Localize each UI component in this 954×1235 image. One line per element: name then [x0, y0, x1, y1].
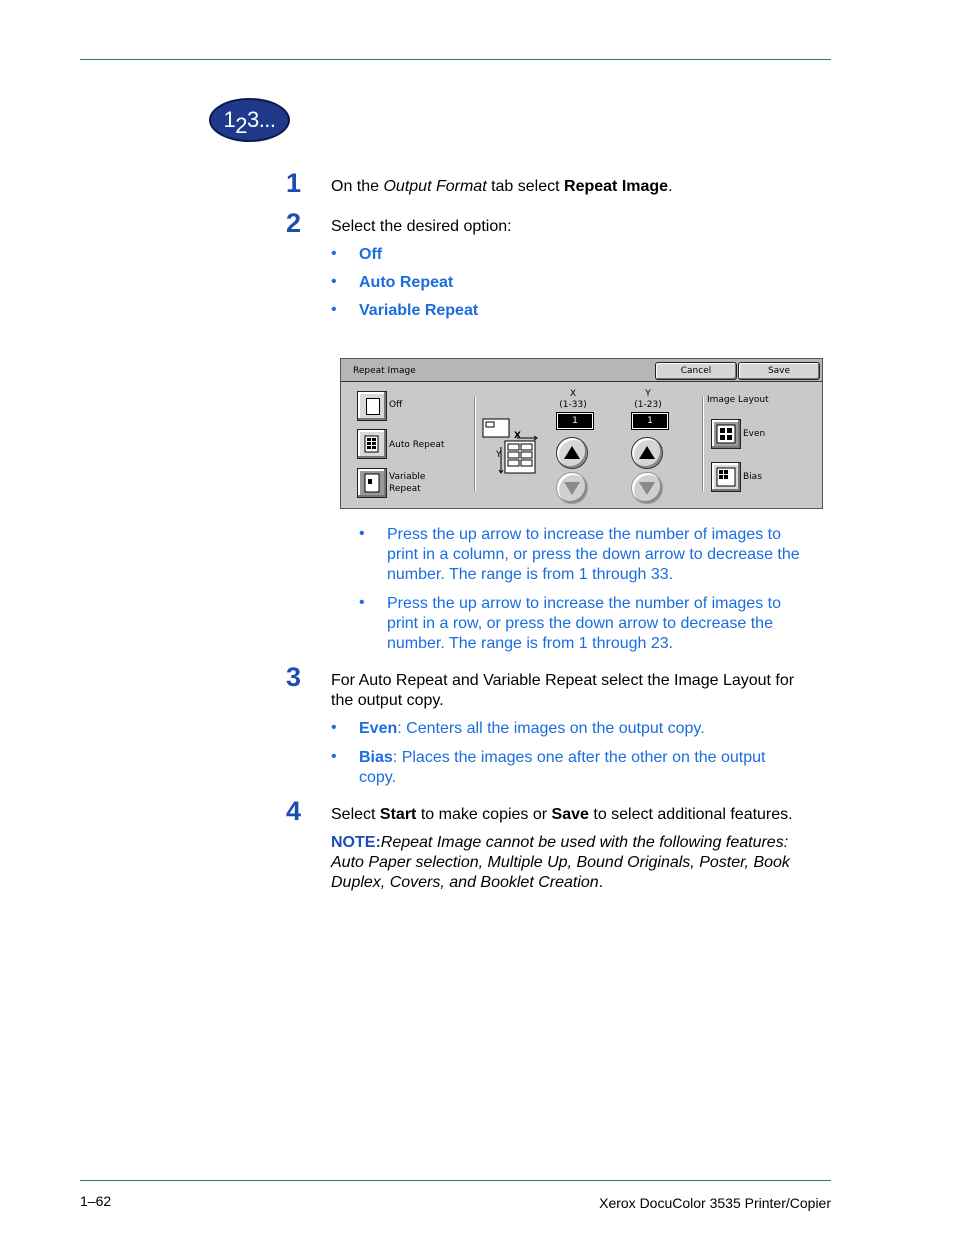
- x-up-arrow-button[interactable]: [556, 437, 588, 469]
- y-arrow-instruction: Press the up arrow to increase the number of images to print in a row, or press the down arrow to decrease the number. The range is from 1 through 23.: [387, 595, 781, 652]
- even-layout-button[interactable]: [711, 419, 741, 449]
- bullet-icon: •: [331, 301, 337, 318]
- bullet-icon: •: [359, 525, 365, 542]
- down-triangle-icon: [638, 479, 656, 497]
- save-button[interactable]: Save: [738, 362, 820, 380]
- bullet-icon: •: [359, 594, 365, 611]
- x-axis-label: X (1-33): [559, 389, 587, 410]
- bias-description: Bias: Places the images one after the other on the output copy.: [359, 749, 766, 786]
- auto-repeat-option-button[interactable]: [357, 429, 387, 459]
- bullet-icon: •: [331, 719, 337, 736]
- diagram-y-label: Y: [496, 450, 502, 460]
- even-grid-icon: [712, 420, 740, 448]
- off-option-button[interactable]: [357, 391, 387, 421]
- bullet-icon: •: [331, 273, 337, 290]
- cancel-button[interactable]: Cancel: [655, 362, 737, 380]
- xy-layout-diagram-icon: [481, 417, 541, 477]
- even-description: Even: Centers all the images on the output copy.: [359, 720, 705, 737]
- step-number: 2: [286, 208, 302, 238]
- step-2-text: Select the desired option:: [331, 218, 512, 235]
- product-name: Xerox DocuColor 3535 Printer/Copier: [599, 1195, 831, 1211]
- bias-layout-button[interactable]: [711, 462, 741, 492]
- x-arrow-instruction: Press the up arrow to increase the number of images to print in a column, or press the down arrow to decrease the number. The range is from 1 through 33.: [387, 526, 800, 583]
- x-down-arrow-button[interactable]: [556, 472, 588, 504]
- divider: [474, 397, 475, 491]
- step-4-text: Select Start to make copies or Save to select additional features.: [331, 806, 793, 823]
- y-down-arrow-button[interactable]: [631, 472, 663, 504]
- option-off: Off: [359, 246, 383, 263]
- up-triangle-icon: [638, 444, 656, 462]
- off-option-label: Off: [389, 400, 403, 410]
- bullet-icon: •: [331, 245, 337, 262]
- page-icon: [358, 469, 386, 497]
- y-axis-label: Y (1-23): [634, 389, 662, 410]
- bias-layout-label: Bias: [743, 472, 762, 482]
- divider: [702, 397, 703, 491]
- step-number: 1: [286, 168, 302, 198]
- panel-title: Repeat Image: [353, 366, 416, 376]
- y-up-arrow-button[interactable]: [631, 437, 663, 469]
- page-number: 1–62: [80, 1193, 112, 1209]
- panel-header: [341, 359, 822, 382]
- diagram-x-label: X: [514, 431, 521, 441]
- step-number: 3: [286, 662, 302, 692]
- note: NOTE:Repeat Image cannot be used with the following features: Auto Paper selection, Multiple Up, Bound Originals, Poster, Book Duplex, Covers, and Booklet Creation.: [331, 834, 790, 891]
- step-number: 4: [286, 796, 302, 826]
- bullet-icon: •: [331, 748, 337, 765]
- option-auto-repeat: Auto Repeat: [359, 274, 454, 291]
- even-layout-label: Even: [743, 429, 766, 439]
- footer-rule: [80, 1180, 831, 1181]
- image-layout-heading: Image Layout: [707, 395, 769, 405]
- repeat-image-panel: [340, 358, 823, 509]
- grid-page-icon: [358, 430, 386, 458]
- variable-repeat-option-button[interactable]: [357, 468, 387, 498]
- bias-grid-icon: [712, 463, 740, 491]
- up-triangle-icon: [563, 444, 581, 462]
- down-triangle-icon: [563, 479, 581, 497]
- header-rule: [80, 59, 831, 60]
- option-variable-repeat: Variable Repeat: [359, 302, 479, 319]
- y-count-display: 1: [632, 413, 668, 429]
- x-count-display: 1: [557, 413, 593, 429]
- steps-badge-icon: 1 2 3...: [209, 98, 290, 142]
- step-3-text: For Auto Repeat and Variable Repeat select the Image Layout for the output copy.: [331, 672, 795, 709]
- auto-repeat-option-label: Auto Repeat: [389, 440, 445, 450]
- variable-repeat-option-label: Variable Repeat: [389, 472, 426, 494]
- step-1-text: On the Output Format tab select Repeat Image.: [331, 178, 673, 195]
